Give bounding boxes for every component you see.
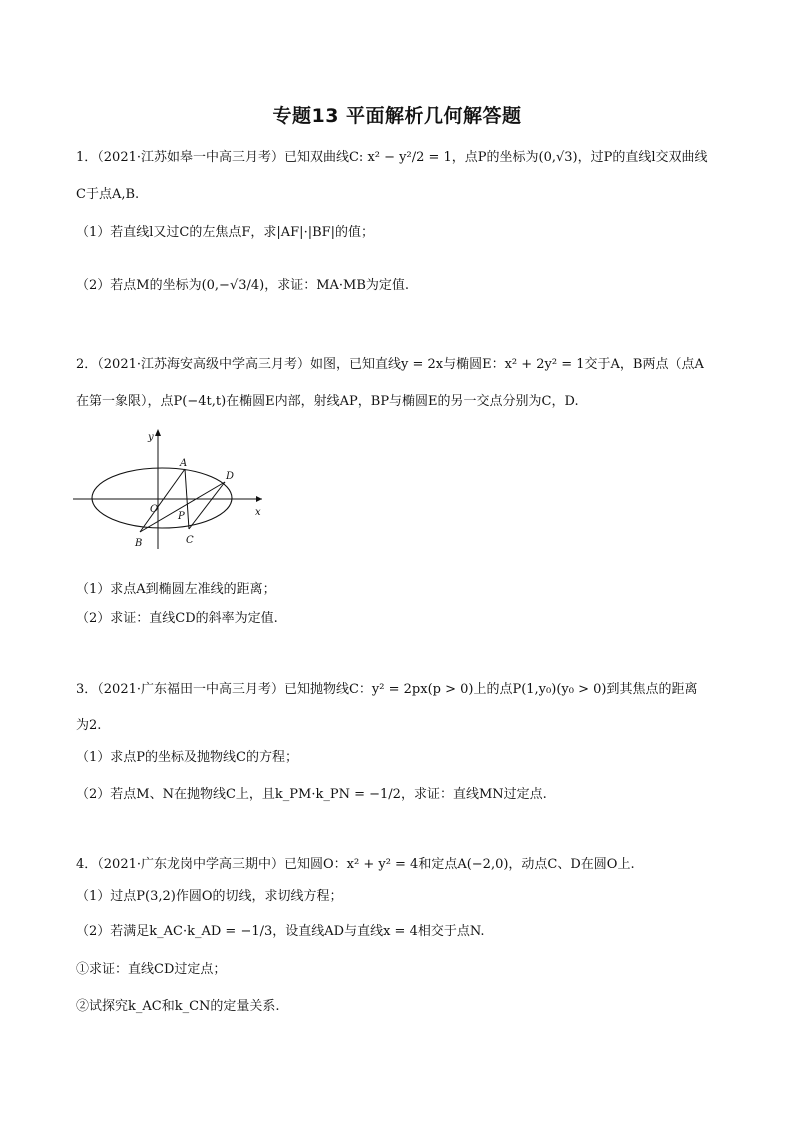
problem-1-line-2: C于点A,B. <box>76 187 140 202</box>
line-dc <box>189 482 225 529</box>
problem-1-part-2: （2）若点M的坐标为(0,−√3/4)，求证：MA·MB为定值. <box>76 278 410 293</box>
page-title: 专题13 平面解析几何解答题 <box>272 105 522 127</box>
problem-1-part-1: （1）若直线l又过C的左焦点F，求|AF|·|BF|的值； <box>76 225 375 240</box>
problem-2-line-2: 在第一象限），点P(−4t,t)在椭圆E内部，射线AP，BP与椭圆E的另一交点分别为C，D. <box>76 394 579 409</box>
problem-3-line-2: 为2. <box>76 718 102 733</box>
line-ab <box>140 469 185 532</box>
point-d-label: D <box>226 471 235 482</box>
problem-4-part-1: （1）过点P(3,2)作圆O的切线，求切线方程； <box>76 889 343 904</box>
problem-4-subpart-2: ②试探究k_AC和k_CN的定量关系. <box>76 999 280 1014</box>
y-axis-arrow <box>155 429 161 436</box>
problem-2-part-2: （2）求证：直线CD的斜率为定值. <box>76 611 278 626</box>
point-p-label: P <box>178 511 185 522</box>
x-axis-arrow <box>256 496 262 502</box>
problem-1-line-1: 1．（2021·江苏如皋一中高三月考）已知双曲线C: x² − y²/2 = 1，点P的坐标为(0,√3)，过P的直线l交双曲线 <box>76 150 708 165</box>
y-label: y <box>148 432 154 443</box>
problem-4-line-1: 4．（2021·广东龙岗中学高三期中）已知圆O：x² + y² = 4和定点A(−2,0)，动点C、D在圆O上. <box>76 857 635 872</box>
x-label: x <box>255 507 261 518</box>
problem-2-line-1: 2．（2021·江苏海安高级中学高三月考）如图，已知直线y = 2x与椭圆E：x² + 2y² = 1交于A，B两点（点A <box>76 357 704 372</box>
problem-2-part-1: （1）求点A到椭圆左准线的距离； <box>76 582 276 597</box>
problem-3-part-2: （2）若点M、N在抛物线C上，且k_PM·k_PN = −1/2，求证：直线MN过定点. <box>76 787 547 802</box>
problem-3-part-1: （1）求点P的坐标及抛物线C的方程； <box>76 750 298 765</box>
point-b-label: B <box>135 538 143 549</box>
point-o-label: O <box>150 504 159 515</box>
problem-4-subpart-1: ①求证：直线CD过定点； <box>76 962 227 977</box>
point-c-label: C <box>186 535 194 546</box>
problem-4-part-2: （2）若满足k_AC·k_AD = −1/3，设直线AD与直线x = 4相交于点N. <box>76 924 485 939</box>
problem-3-line-1: 3．（2021·广东福田一中高三月考）已知抛物线C：y² = 2px(p > 0)上的点P(1,y₀)(y₀ > 0)到其焦点的距离 <box>76 682 698 697</box>
ellipse-figure <box>68 425 268 553</box>
point-a-label: A <box>180 458 188 469</box>
